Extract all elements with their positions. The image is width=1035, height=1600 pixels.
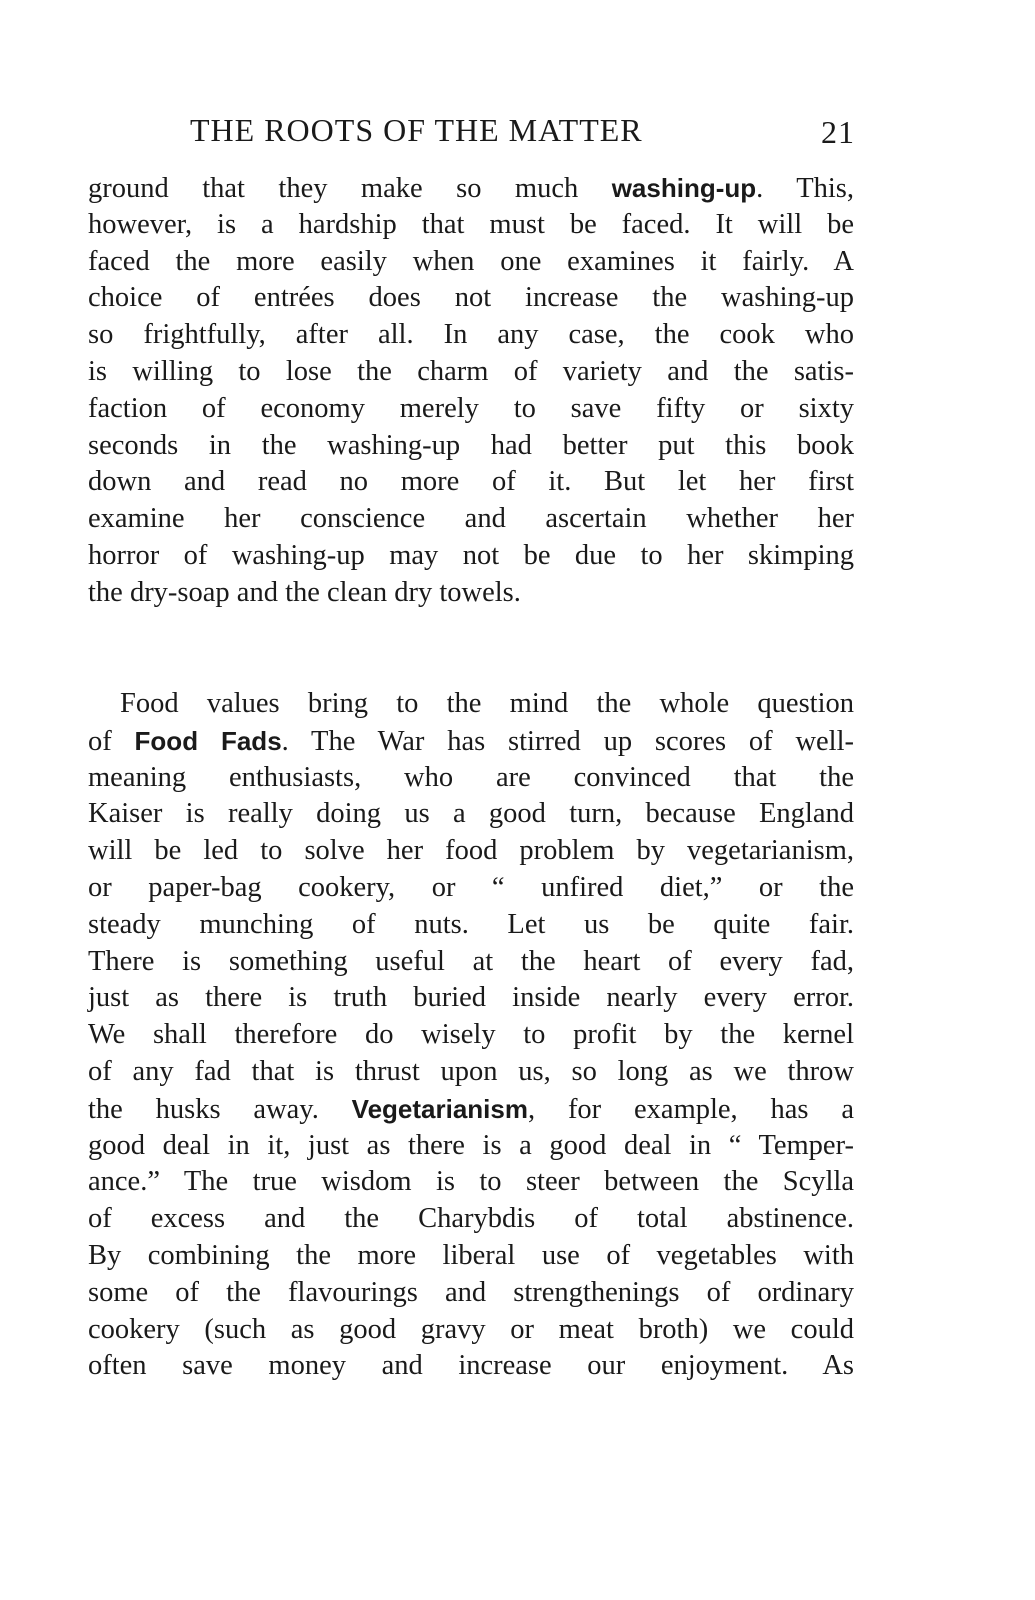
text-run: . The War has stirred up scores of well-	[281, 725, 855, 757]
running-title: THE ROOTS OF THE MATTER	[190, 112, 643, 148]
text-run: the husks away.	[88, 1093, 352, 1125]
text-line	[88, 538, 854, 575]
text-line	[88, 575, 854, 612]
text-run: down and read no more of it. But let her first	[88, 466, 854, 498]
text-run: examine her conscience and ascertain whether her	[88, 503, 854, 535]
text-run: ground that they make so much	[88, 173, 612, 204]
text-run: ance.” The true wisdom is to steer between the Scylla	[88, 1166, 854, 1198]
text-run: There is something useful at the heart of every fad,	[88, 945, 854, 977]
text-run: Kaiser is really doing us a good turn, because England	[88, 798, 854, 830]
text-line	[88, 1348, 854, 1385]
text-run: just as there is truth buried inside nearly every error.	[88, 982, 854, 1014]
text-line	[88, 686, 854, 723]
bold-term: Food Fads	[134, 725, 282, 756]
running-head	[190, 112, 855, 156]
text-run: We shall therefore do wisely to profit by the kernel	[88, 1019, 854, 1051]
text-line	[88, 833, 854, 870]
text-run: choice of entrées does not increase the washing-up	[88, 282, 854, 314]
text-run: of any fad that is thrust upon us, so long as we throw	[88, 1055, 854, 1087]
text-run: or paper-bag cookery, or “ unfired diet,” or the	[88, 871, 854, 903]
text-run: . This,	[756, 173, 855, 204]
text-line	[88, 1091, 854, 1128]
text-line	[88, 1017, 854, 1054]
paragraph-washing-up	[88, 170, 854, 612]
text-run: will be led to solve her food problem by vegetarianism,	[88, 835, 854, 867]
text-line	[88, 870, 854, 907]
text-run: , for example, has a	[527, 1093, 854, 1125]
text-run: however, is a hardship that must be faced. It will be	[88, 208, 854, 240]
text-line	[88, 207, 854, 244]
text-line	[88, 907, 854, 944]
text-line	[88, 391, 854, 428]
text-line	[88, 1275, 854, 1312]
text-line	[88, 760, 854, 797]
text-line	[88, 501, 854, 538]
text-line	[88, 428, 854, 465]
text-run: faced the more easily when one examines it fairly. A	[88, 245, 854, 277]
text-line	[88, 1201, 854, 1238]
text-run: seconds in the washing-up had better put this book	[88, 429, 854, 461]
text-run: By combining the more liberal use of vegetables with	[88, 1239, 854, 1271]
text-run: faction of economy merely to save fifty or sixty	[88, 392, 854, 424]
text-run: meaning enthusiasts, who are convinced that the	[88, 761, 854, 793]
text-line	[88, 170, 854, 207]
paragraph-food-fads	[88, 686, 854, 1385]
text-run: Food values bring to the mind the whole question	[120, 688, 854, 719]
text-line	[88, 1238, 854, 1275]
text-line	[88, 354, 854, 391]
text-line	[88, 1164, 854, 1201]
text-run: is willing to lose the charm of variety and the satis-	[88, 355, 854, 387]
text-line	[88, 317, 854, 354]
text-line	[88, 723, 854, 760]
text-line	[88, 980, 854, 1017]
text-run: of	[88, 725, 135, 757]
text-line	[88, 280, 854, 317]
text-run: horror of washing-up may not be due to her skimping	[88, 539, 854, 571]
text-run: cookery (such as good gravy or meat broth) we could	[88, 1313, 854, 1345]
text-run: of excess and the Charybdis of total abstinence.	[88, 1203, 854, 1235]
text-line	[88, 1312, 854, 1349]
page-number: 21	[821, 114, 855, 150]
text-run: steady munching of nuts. Let us be quite fair.	[88, 908, 854, 940]
text-line	[88, 944, 854, 981]
text-run: the dry-soap and the clean dry towels.	[88, 576, 521, 608]
text-run: often save money and increase our enjoyment. As	[88, 1350, 854, 1382]
text-run: good deal in it, just as there is a good deal in “ Temper-	[88, 1129, 854, 1161]
bold-term: washing-up	[611, 173, 757, 203]
text-line	[88, 1128, 854, 1165]
bold-term: Vegetarianism	[351, 1093, 528, 1124]
text-line	[88, 796, 854, 833]
text-run: so frightfully, after all. In any case, the cook who	[88, 319, 854, 351]
text-line	[88, 244, 854, 281]
text-line	[88, 464, 854, 501]
text-line	[88, 1054, 854, 1091]
text-run: some of the flavourings and strengthenings of ordinary	[88, 1276, 854, 1308]
